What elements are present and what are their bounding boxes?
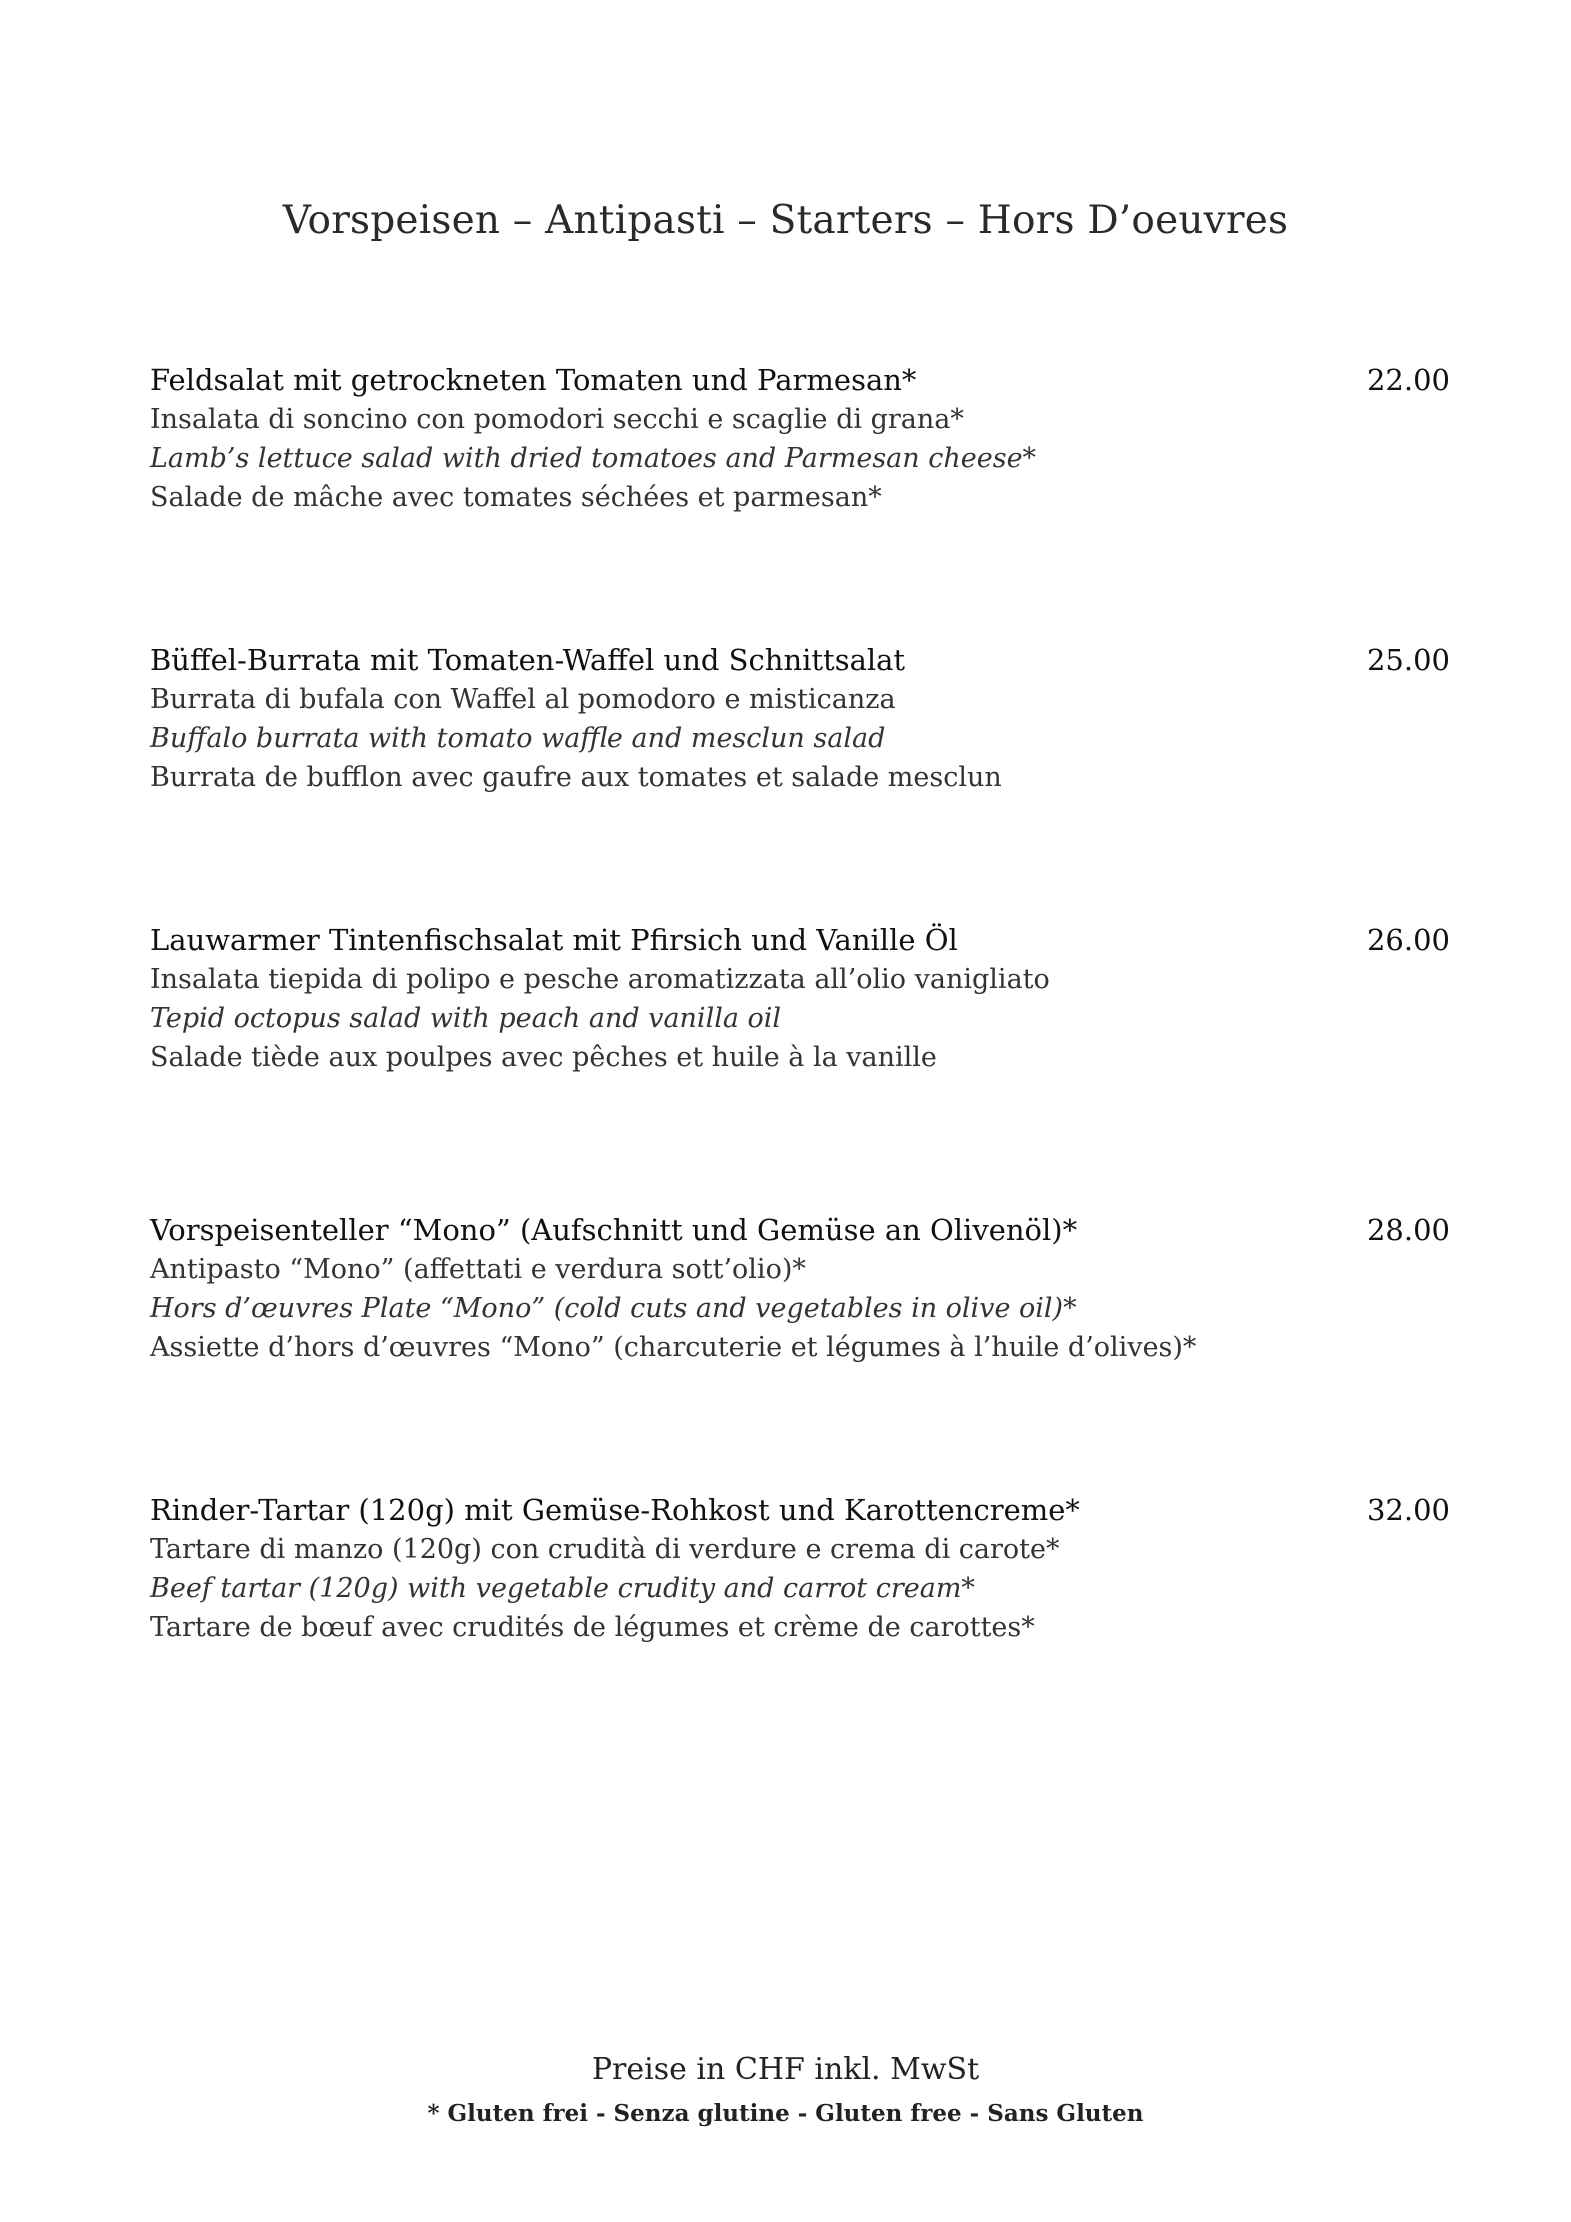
menu-item	[150, 1490, 1450, 1647]
price-note: Preise in CHF inkl. MwSt	[591, 2052, 980, 2087]
item-name-italian: Antipasto “Mono” (affettati e verdura sott’olio)*	[150, 1254, 806, 1285]
item-name-italian: Burrata di bufala con Waffel al pomodoro e misticanza	[150, 684, 896, 715]
item-price: 25.00	[1366, 643, 1450, 677]
item-price: 28.00	[1366, 1213, 1450, 1247]
item-name-italian: Tartare di manzo (120g) con crudità di verdure e crema di carote*	[150, 1534, 1060, 1565]
item-name-german: Rinder-Tartar (120g) mit Gemüse-Rohkost und Karottencreme*	[150, 1493, 1080, 1527]
item-name-english: Buffalo burrata with tomato waffle and mesclun salad	[150, 723, 886, 754]
menu-item	[150, 920, 1450, 1077]
menu-item	[150, 640, 1450, 797]
item-name-french: Burrata de bufflon avec gaufre aux tomates et salade mesclun	[150, 762, 1002, 793]
item-name-french: Assiette d’hors d’œuvres “Mono” (charcuterie et légumes à l’huile d’olives)*	[150, 1332, 1197, 1363]
item-name-english: Hors d’œuvres Plate “Mono” (cold cuts and vegetables in olive oil)*	[150, 1293, 1077, 1324]
item-name-french: Tartare de bœuf avec crudités de légumes et crème de carottes*	[150, 1612, 1035, 1643]
gluten-free-note: * Gluten frei - Senza glutine - Gluten free - Sans Gluten	[427, 2100, 1144, 2127]
menu-item	[150, 1210, 1450, 1367]
item-name-italian: Insalata di soncino con pomodori secchi e scaglie di grana*	[150, 404, 964, 435]
item-name-english: Lamb’s lettuce salad with dried tomatoes and Parmesan cheese*	[150, 443, 1037, 474]
item-name-german: Vorspeisenteller “Mono” (Aufschnitt und Gemüse an Olivenöl)*	[150, 1213, 1078, 1247]
menu-item	[150, 360, 1450, 517]
item-name-french: Salade de mâche avec tomates séchées et parmesan*	[150, 482, 882, 513]
item-name-german: Feldsalat mit getrockneten Tomaten und Parmesan*	[150, 363, 917, 397]
menu-title: Vorspeisen – Antipasti – Starters – Hors D’oeuvres	[282, 198, 1289, 243]
item-price: 32.00	[1366, 1493, 1450, 1527]
item-name-french: Salade tiède aux poulpes avec pêches et huile à la vanille	[150, 1042, 937, 1073]
item-name-italian: Insalata tiepida di polipo e pesche aromatizzata all’olio vanigliato	[150, 964, 1050, 995]
item-price: 26.00	[1366, 923, 1450, 957]
item-name-english: Tepid octopus salad with peach and vanilla oil	[150, 1003, 782, 1034]
item-price: 22.00	[1366, 363, 1450, 397]
item-name-english: Beef tartar (120g) with vegetable crudity and carrot cream*	[150, 1573, 975, 1604]
item-name-german: Lauwarmer Tintenfischsalat mit Pfirsich und Vanille Öl	[150, 923, 958, 957]
item-name-german: Büffel-Burrata mit Tomaten-Waffel und Schnittsalat	[150, 643, 906, 677]
